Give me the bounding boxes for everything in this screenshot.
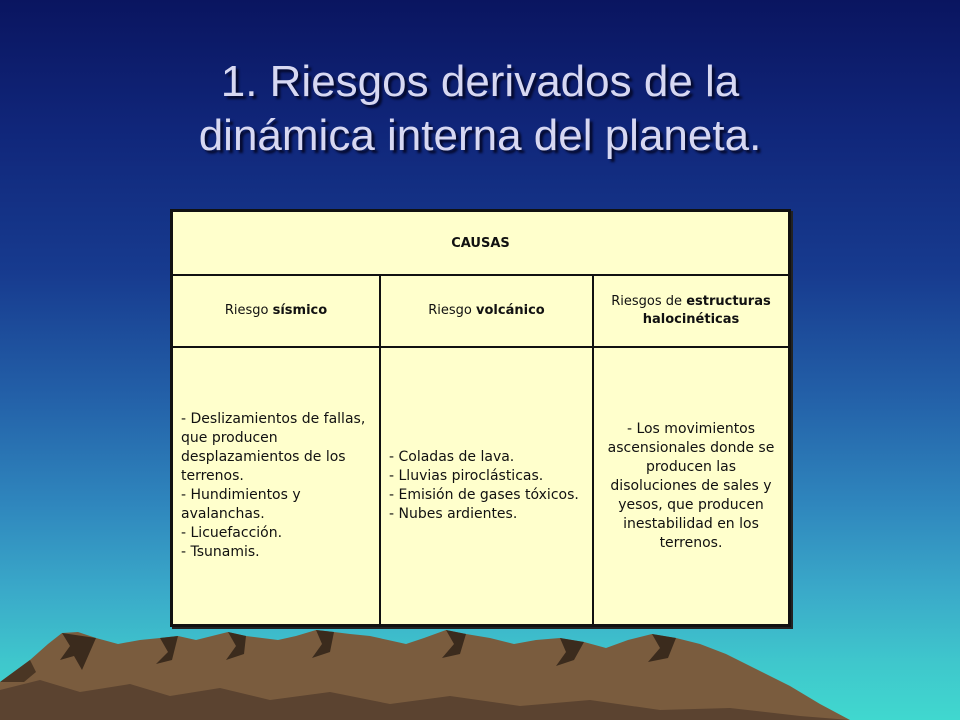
title-line-1: 1. Riesgos derivados de la — [220, 57, 740, 106]
column-header-halokinetic-prefix: Riesgos de — [611, 294, 687, 309]
cell-seismic-causes — [172, 347, 381, 626]
list-item: - Licuefacción. — [181, 525, 283, 541]
slide-title — [0, 55, 960, 163]
list-item: - Lluvias piroclásticas. — [389, 468, 544, 484]
list-item: - Emisión de gases tóxicos. — [389, 487, 579, 503]
column-header-volcanic-prefix: Riesgo — [428, 303, 477, 318]
list-item: - Hundimientos y avalanchas. — [181, 487, 301, 522]
title-line-2: dinámica interna del planeta. — [198, 111, 762, 160]
column-header-volcanic-bold: volcánico — [476, 303, 545, 318]
causes-table — [170, 209, 791, 627]
cell-halokinetic-causes — [593, 347, 790, 626]
column-header-volcanic — [380, 275, 593, 347]
list-item: - Deslizamientos de fallas, que producen desplazamientos de los terrenos. — [181, 411, 366, 484]
cell-volcanic-causes — [380, 347, 593, 626]
causes-header: CAUSAS — [172, 211, 790, 276]
list-item: - Nubes ardientes. — [389, 506, 518, 522]
column-header-seismic — [172, 275, 381, 347]
list-item: - Coladas de lava. — [389, 449, 515, 465]
column-header-seismic-prefix: Riesgo — [224, 303, 273, 318]
list-item: - Tsunamis. — [181, 544, 260, 560]
column-header-halokinetic-bold: estructuras halocinéticas — [642, 294, 771, 327]
list-item: - Los movimientos ascensionales donde se producen las disoluciones de sales y yesos, que producen inestabilidad en los terrenos. — [607, 420, 775, 551]
column-header-halokinetic — [593, 275, 790, 347]
column-header-seismic-bold: sísmico — [272, 303, 328, 318]
